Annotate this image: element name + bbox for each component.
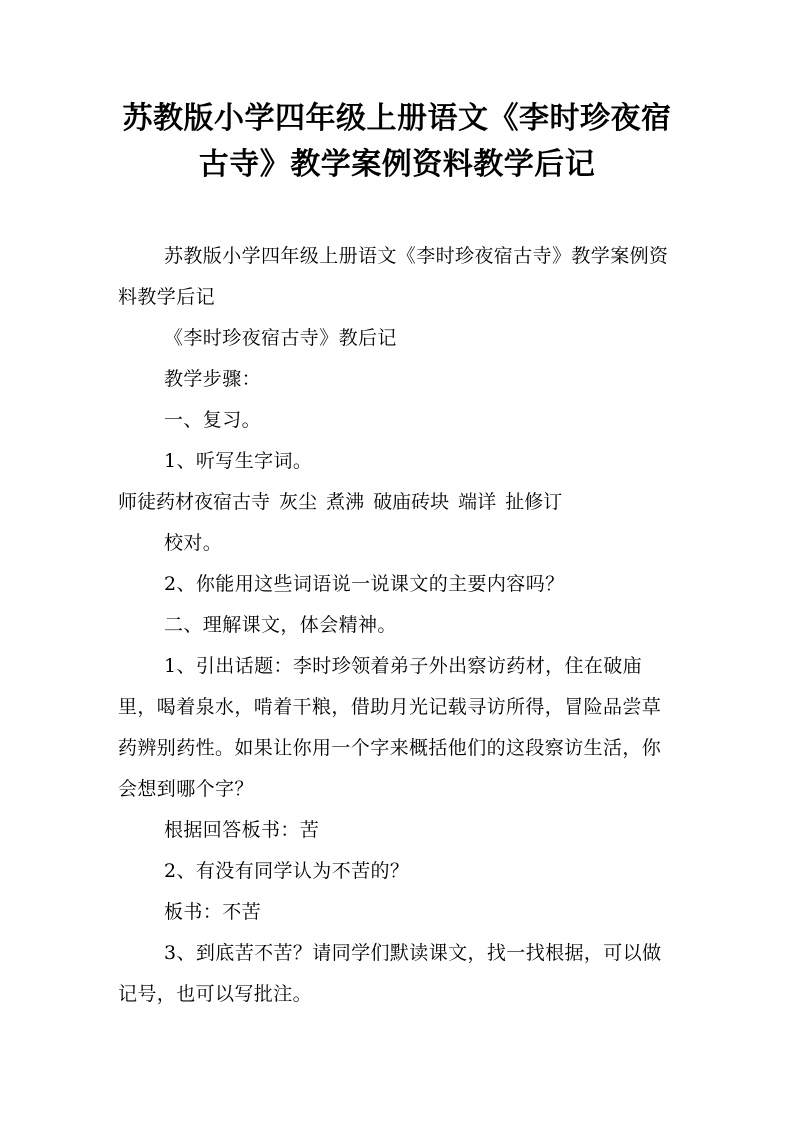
paragraph-vocabulary-list: 师徒药材夜宿古寺 灰尘 煮沸 破庙砖块 端详 扯修订 (118, 491, 563, 513)
paragraph-reading-task: 3、到底苦不苦？请同学们默读课文，找一找根据，可以做记号，也可以写批注。 (118, 942, 662, 1005)
paragraph-board-not-bitter: 板书：不苦 (164, 901, 262, 923)
paragraph-intro: 苏教版小学四年级上册语文《李时珍夜宿古寺》教学案例资料教学后记 (118, 245, 669, 308)
document-title: 苏教版小学四年级上册语文《李时珍夜宿古寺》教学案例资料教学后记 (122, 101, 672, 182)
paragraph-dictation: 1、听写生字词。 (164, 450, 313, 472)
paragraph-question-not-bitter: 2、有没有同学认为不苦的？ (164, 860, 410, 882)
paragraph-board-bitter: 根据回答板书：苦 (164, 819, 320, 841)
paragraph-section-understanding: 二、理解课文，体会精神。 (164, 614, 397, 636)
paragraph-steps-heading: 教学步骤： (164, 368, 262, 390)
document-body (118, 236, 678, 1015)
paragraph-topic-intro: 1、引出话题：李时珍领着弟子外出察访药材，住在破庙里，喝着泉水，啃着干粮，借助月光记载寻访所得，冒险品尝草药辨别药性。如果让你用一个字来概括他们的这段察访生活，你会想到哪个字？ (118, 655, 662, 800)
paragraph-section-review: 一、复习。 (164, 409, 262, 431)
paragraph-question-summary: 2、你能用这些词语说一说课文的主要内容吗？ (164, 573, 565, 595)
paragraph-proofread: 校对。 (164, 532, 223, 554)
paragraph-subtitle: 《李时珍夜宿古寺》教后记 (164, 327, 397, 349)
